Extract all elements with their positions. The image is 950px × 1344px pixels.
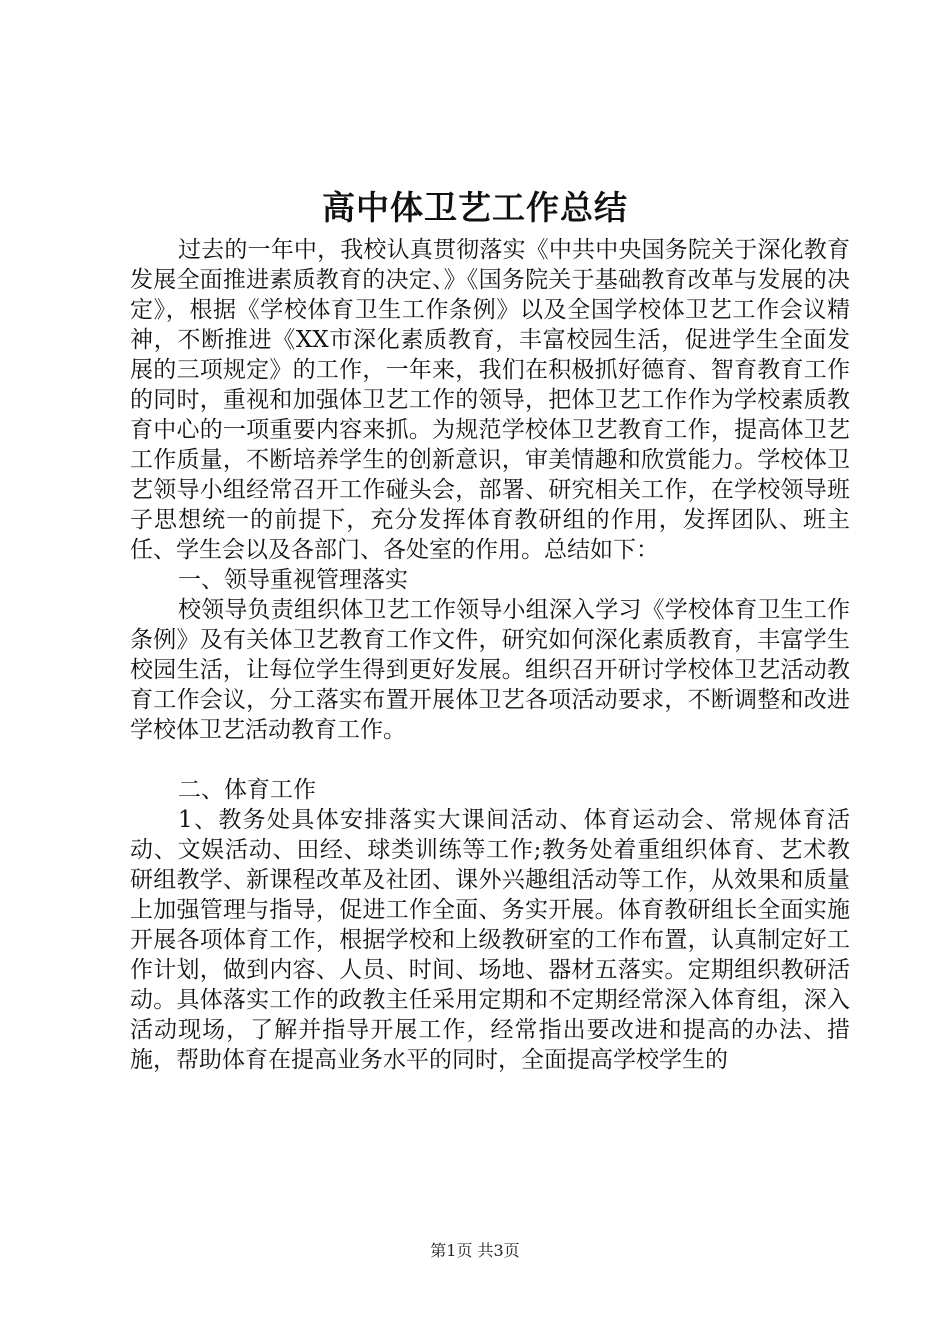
page-footer: 第1页 共3页 <box>430 1241 520 1260</box>
leadership-paragraph: 校领导负责组织体卫艺工作领导小组深入学习《学校体育卫生工作条例》及有关体卫艺教育工作文件，研究如何深化素质教育，丰富学生校园生活，让每位学生得到更好发展。组织召开研讨学校体卫艺活动教育工作会议，分工落实布置开展体卫艺各项活动要求，不断调整和改进学校体卫艺活动教育工作。 <box>130 597 850 743</box>
document-title: 高中体卫艺工作总结 <box>322 188 628 227</box>
section-heading-sports: 二、体育工作 <box>178 777 316 803</box>
sports-paragraph: 1、教务处具体安排落实大课间活动、体育运动会、常规体育活动、文娱活动、田经、球类训练等工作;教务处着重组织体育、艺术教研组教学、新课程改革及社团、课外兴趣组活动等工作，从效果和质量上加强管理与指导，促进工作全面、务实开展。体育教研组长全面实施开展各项体育工作，根据学校和上级教研室的工作布置，认真制定好工作计划，做到内容、人员、时间、场地、器材五落实。定期组织教研活动。具体落实工作的政教主任采用定期和不定期经常深入体育组，深入活动现场，了解并指导开展工作，经常指出要改进和提高的办法、措施，帮助体育在提高业务水平的同时，全面提高学校学生的 <box>130 807 850 1073</box>
paragraph-spacer <box>130 745 850 775</box>
intro-paragraph: 过去的一年中，我校认真贯彻落实《中共中央国务院关于深化教育发展全面推进素质教育的决定、》《国务院关于基础教育改革与发展的决定》，根据《学校体育卫生工作条例》以及全国学校体卫艺工作会议精神，不断推进《XX市深化素质教育，丰富校园生活，促进学生全面发展的三项规定》的工作，一年来，我们在积极抓好德育、智育教育工作的同时，重视和加强体卫艺工作的领导，把体卫艺工作作为学校素质教育中心的一项重要内容来抓。为规范学校体卫艺教育工作，提高体卫艺工作质量，不断培养学生的创新意识，审美情趣和欣赏能力。学校体卫艺领导小组经常召开工作碰头会，部署、研究相关工作，在学校领导班子思想统一的前提下，充分发挥体育教研组的作用，发挥团队、班主任、学生会以及各部门、各处室的作用。总结如下： <box>130 237 850 563</box>
document-body <box>130 235 850 1075</box>
section-heading-leadership: 一、领导重视管理落实 <box>178 567 408 593</box>
